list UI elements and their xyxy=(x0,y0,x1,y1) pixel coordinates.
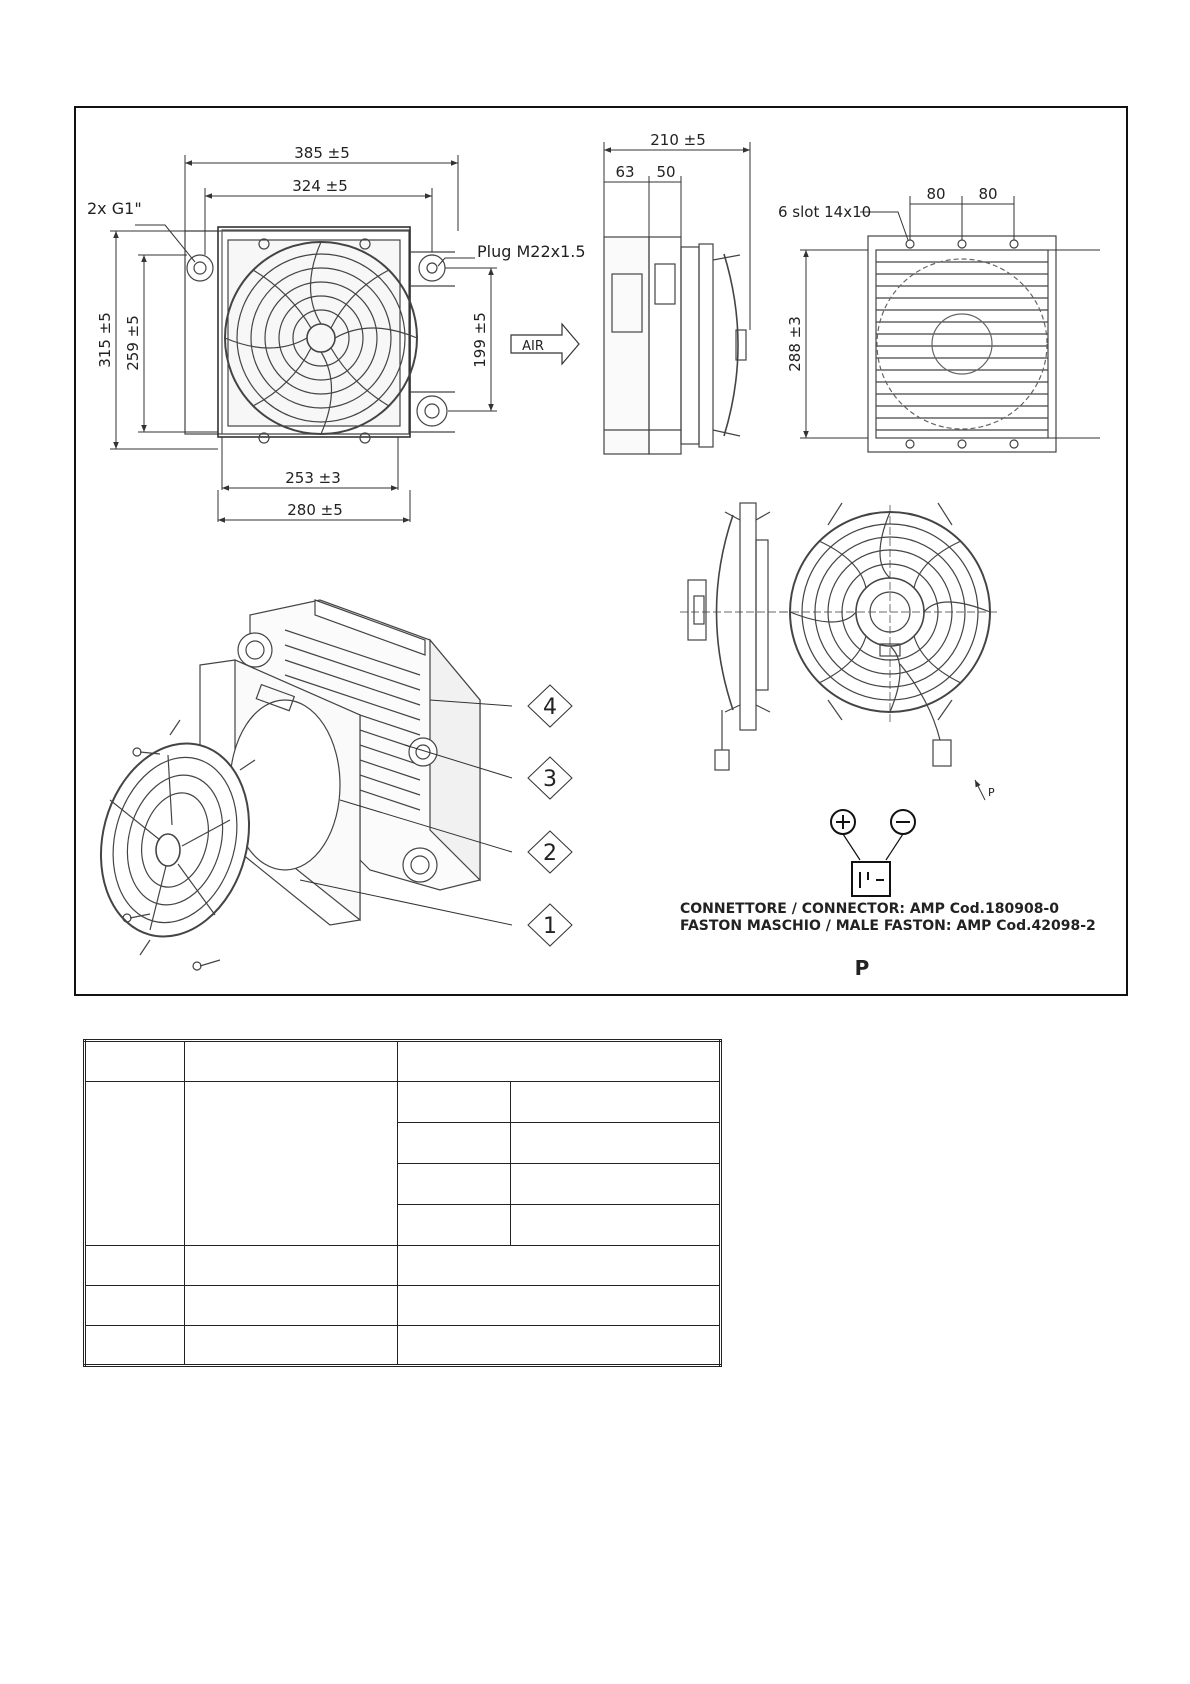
connector-label-p: P xyxy=(854,956,870,980)
dim-slot-spacing-2: 80 xyxy=(978,185,998,203)
dim-rear-height: 288 ±3 xyxy=(786,316,804,372)
minus-circle-icon xyxy=(891,810,915,834)
table-cell xyxy=(511,1082,721,1123)
dim-port-vertical: 259 ±5 xyxy=(124,315,142,371)
table-cell xyxy=(85,1326,185,1366)
svg-text:AIR: AIR xyxy=(522,339,544,354)
table-cell xyxy=(511,1123,721,1164)
callout-1: 1 xyxy=(543,914,557,939)
table-row xyxy=(85,1326,721,1366)
dim-frame-width: 280 ±5 xyxy=(287,501,343,519)
table-cell xyxy=(185,1326,398,1366)
table-cell xyxy=(398,1041,721,1082)
dim-core-width: 253 ±3 xyxy=(285,469,341,487)
table-row xyxy=(85,1286,721,1326)
table-row xyxy=(85,1246,721,1286)
dim-slot-spacing-1: 80 xyxy=(926,185,946,203)
callout-2: 2 xyxy=(543,841,557,866)
connector-line-2: FASTON MASCHIO / MALE FASTON: AMP Cod.42098-2 xyxy=(680,918,1096,934)
table-row xyxy=(85,1041,721,1082)
side-view xyxy=(604,237,746,454)
table-cell xyxy=(398,1082,511,1123)
callout-4: 4 xyxy=(543,695,557,720)
svg-text:P: P xyxy=(988,786,995,799)
table-cell xyxy=(511,1205,721,1246)
dim-overall-width: 385 ±5 xyxy=(294,144,350,162)
table-cell xyxy=(398,1123,511,1164)
p-arrow xyxy=(975,780,995,800)
air-arrow xyxy=(511,324,579,364)
table-cell xyxy=(398,1205,511,1246)
table-row xyxy=(85,1082,721,1123)
dim-port-spacing: 324 ±5 xyxy=(292,177,348,195)
plug-top-right xyxy=(419,255,445,281)
dim-seg2: 50 xyxy=(656,163,676,181)
table-cell xyxy=(398,1164,511,1205)
port-top-left xyxy=(187,255,213,281)
front-view xyxy=(185,227,455,443)
label-slots: 6 slot 14x10 xyxy=(778,203,872,221)
table-cell xyxy=(85,1246,185,1286)
table-cell xyxy=(85,1286,185,1326)
spec-table xyxy=(83,1039,722,1367)
label-ports: 2x G1" xyxy=(87,199,142,218)
table-cell xyxy=(85,1041,185,1082)
table-cell xyxy=(185,1246,398,1286)
table-cell xyxy=(398,1326,721,1366)
port-bottom-right xyxy=(417,396,447,426)
table-cell xyxy=(85,1082,185,1246)
table-cell xyxy=(398,1286,721,1326)
dim-overall-height: 315 ±5 xyxy=(96,312,114,368)
table-cell xyxy=(185,1286,398,1326)
fan-front-view xyxy=(780,503,1000,766)
rear-view xyxy=(868,236,1056,452)
dim-plug-vertical: 199 ±5 xyxy=(471,312,489,368)
callout-3: 3 xyxy=(543,767,557,792)
table-cell xyxy=(185,1082,398,1246)
table-cell xyxy=(398,1246,721,1286)
connector-line-1: CONNETTORE / CONNECTOR: AMP Cod.180908-0 xyxy=(680,901,1059,917)
label-plug: Plug M22x1.5 xyxy=(477,242,586,261)
table-cell xyxy=(511,1164,721,1205)
table-cell xyxy=(185,1041,398,1082)
plus-circle-icon xyxy=(831,810,855,834)
fan-side-view xyxy=(680,503,790,770)
exploded-view xyxy=(80,600,480,970)
connector-diagram xyxy=(831,810,915,896)
dim-depth: 210 ±5 xyxy=(650,131,706,149)
dim-seg1: 63 xyxy=(615,163,635,181)
